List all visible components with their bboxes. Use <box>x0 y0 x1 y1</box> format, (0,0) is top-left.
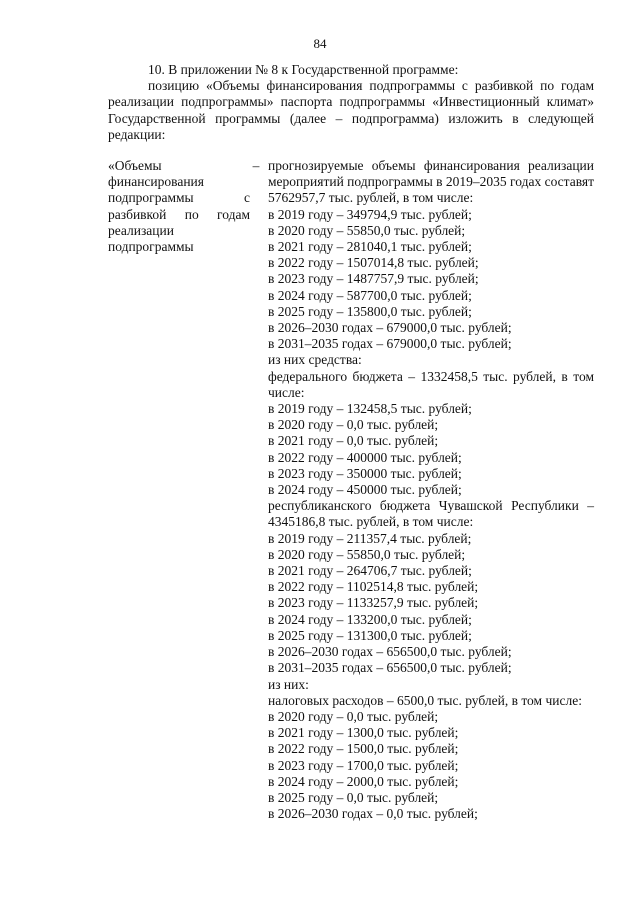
forecast-total: прогнозируемые объемы финансирования реализации мероприятий подпрограммы в 2019–2035 годах составят 5762957,7 тыс. рублей, в том числе: <box>268 158 595 206</box>
year-line: в 2019 году – 211357,4 тыс. рублей; <box>268 530 472 546</box>
intro-heading: 10. В приложении № 8 к Государственной программе: <box>148 62 459 77</box>
year-line: в 2020 году – 0,0 тыс. рублей; <box>268 417 439 433</box>
year-line: в 2026–2030 годах – 0,0 тыс. рублей; <box>268 806 478 822</box>
year-line: в 2025 году – 0,0 тыс. рублей; <box>268 789 439 805</box>
funding-subheading: из них: <box>268 676 309 692</box>
year-line: в 2021 году – 1300,0 тыс. рублей; <box>268 725 459 741</box>
year-line: в 2031–2035 годах – 679000,0 тыс. рублей; <box>268 336 512 352</box>
page-number: 84 <box>313 36 327 51</box>
year-line: в 2023 году – 1487757,9 тыс. рублей; <box>268 271 479 287</box>
year-line: в 2026–2030 годах – 656500,0 тыс. рублей; <box>268 644 512 660</box>
financing-label: «Объемы финансирования подпрограммы с разбивкой по годам реализации подпрограммы <box>108 158 250 255</box>
tax-expenses-total: налоговых расходов – 6500,0 тыс. рублей, в том числе: <box>268 692 582 708</box>
year-line: в 2021 году – 281040,1 тыс. рублей; <box>268 239 472 255</box>
year-line: в 2020 году – 55850,0 тыс. рублей; <box>268 546 466 562</box>
year-line: в 2023 году – 1700,0 тыс. рублей; <box>268 757 459 773</box>
year-line: в 2024 году – 450000 тыс. рублей; <box>268 482 462 498</box>
passport-table <box>108 158 594 822</box>
year-line: в 2025 году – 131300,0 тыс. рублей; <box>268 627 472 643</box>
intro-paragraph: позицию «Объемы финансирования подпрограммы с разбивкой по годам реализации подпрограммы» паспорта подпрограммы «Инвестиционный климат» Государственной программы (далее – подпрограмма) изложить в следующей редакции: <box>108 78 594 142</box>
year-line: в 2021 году – 264706,7 тыс. рублей; <box>268 563 472 579</box>
year-line: в 2020 году – 0,0 тыс. рублей; <box>268 708 439 724</box>
republic-budget-total: республиканского бюджета Чувашской Республики – 4345186,8 тыс. рублей, в том числе: <box>268 498 594 530</box>
year-line: в 2023 году – 350000 тыс. рублей; <box>268 465 462 481</box>
year-line: в 2031–2035 годах – 656500,0 тыс. рублей; <box>268 660 512 676</box>
year-line: в 2024 году – 2000,0 тыс. рублей; <box>268 773 459 789</box>
year-line: в 2019 году – 132458,5 тыс. рублей; <box>268 401 472 417</box>
year-line: в 2025 году – 135800,0 тыс. рублей; <box>268 303 472 319</box>
year-line: в 2022 году – 1102514,8 тыс. рублей; <box>268 579 479 595</box>
year-line: в 2022 году – 1500,0 тыс. рублей; <box>268 741 459 757</box>
intro-block <box>108 62 594 143</box>
year-line: в 2022 году – 1507014,8 тыс. рублей; <box>268 255 479 271</box>
passport-row <box>108 158 594 822</box>
year-line: в 2022 году – 400000 тыс. рублей; <box>268 449 462 465</box>
year-line: в 2026–2030 годах – 679000,0 тыс. рублей; <box>268 320 512 336</box>
financing-details <box>262 158 594 822</box>
year-line: в 2020 году – 55850,0 тыс. рублей; <box>268 222 466 238</box>
year-line: в 2024 году – 587700,0 тыс. рублей; <box>268 287 472 303</box>
separator-dash: – <box>252 158 260 173</box>
year-line: в 2021 году – 0,0 тыс. рублей; <box>268 433 439 449</box>
funding-subheading: из них средства: <box>268 352 362 368</box>
year-line: в 2024 году – 133200,0 тыс. рублей; <box>268 611 472 627</box>
year-line: в 2019 году – 349794,9 тыс. рублей; <box>268 206 472 222</box>
year-line: в 2023 году – 1133257,9 тыс. рублей; <box>268 595 479 611</box>
federal-budget-total: федерального бюджета – 1332458,5 тыс. рублей, в том числе: <box>268 368 594 400</box>
